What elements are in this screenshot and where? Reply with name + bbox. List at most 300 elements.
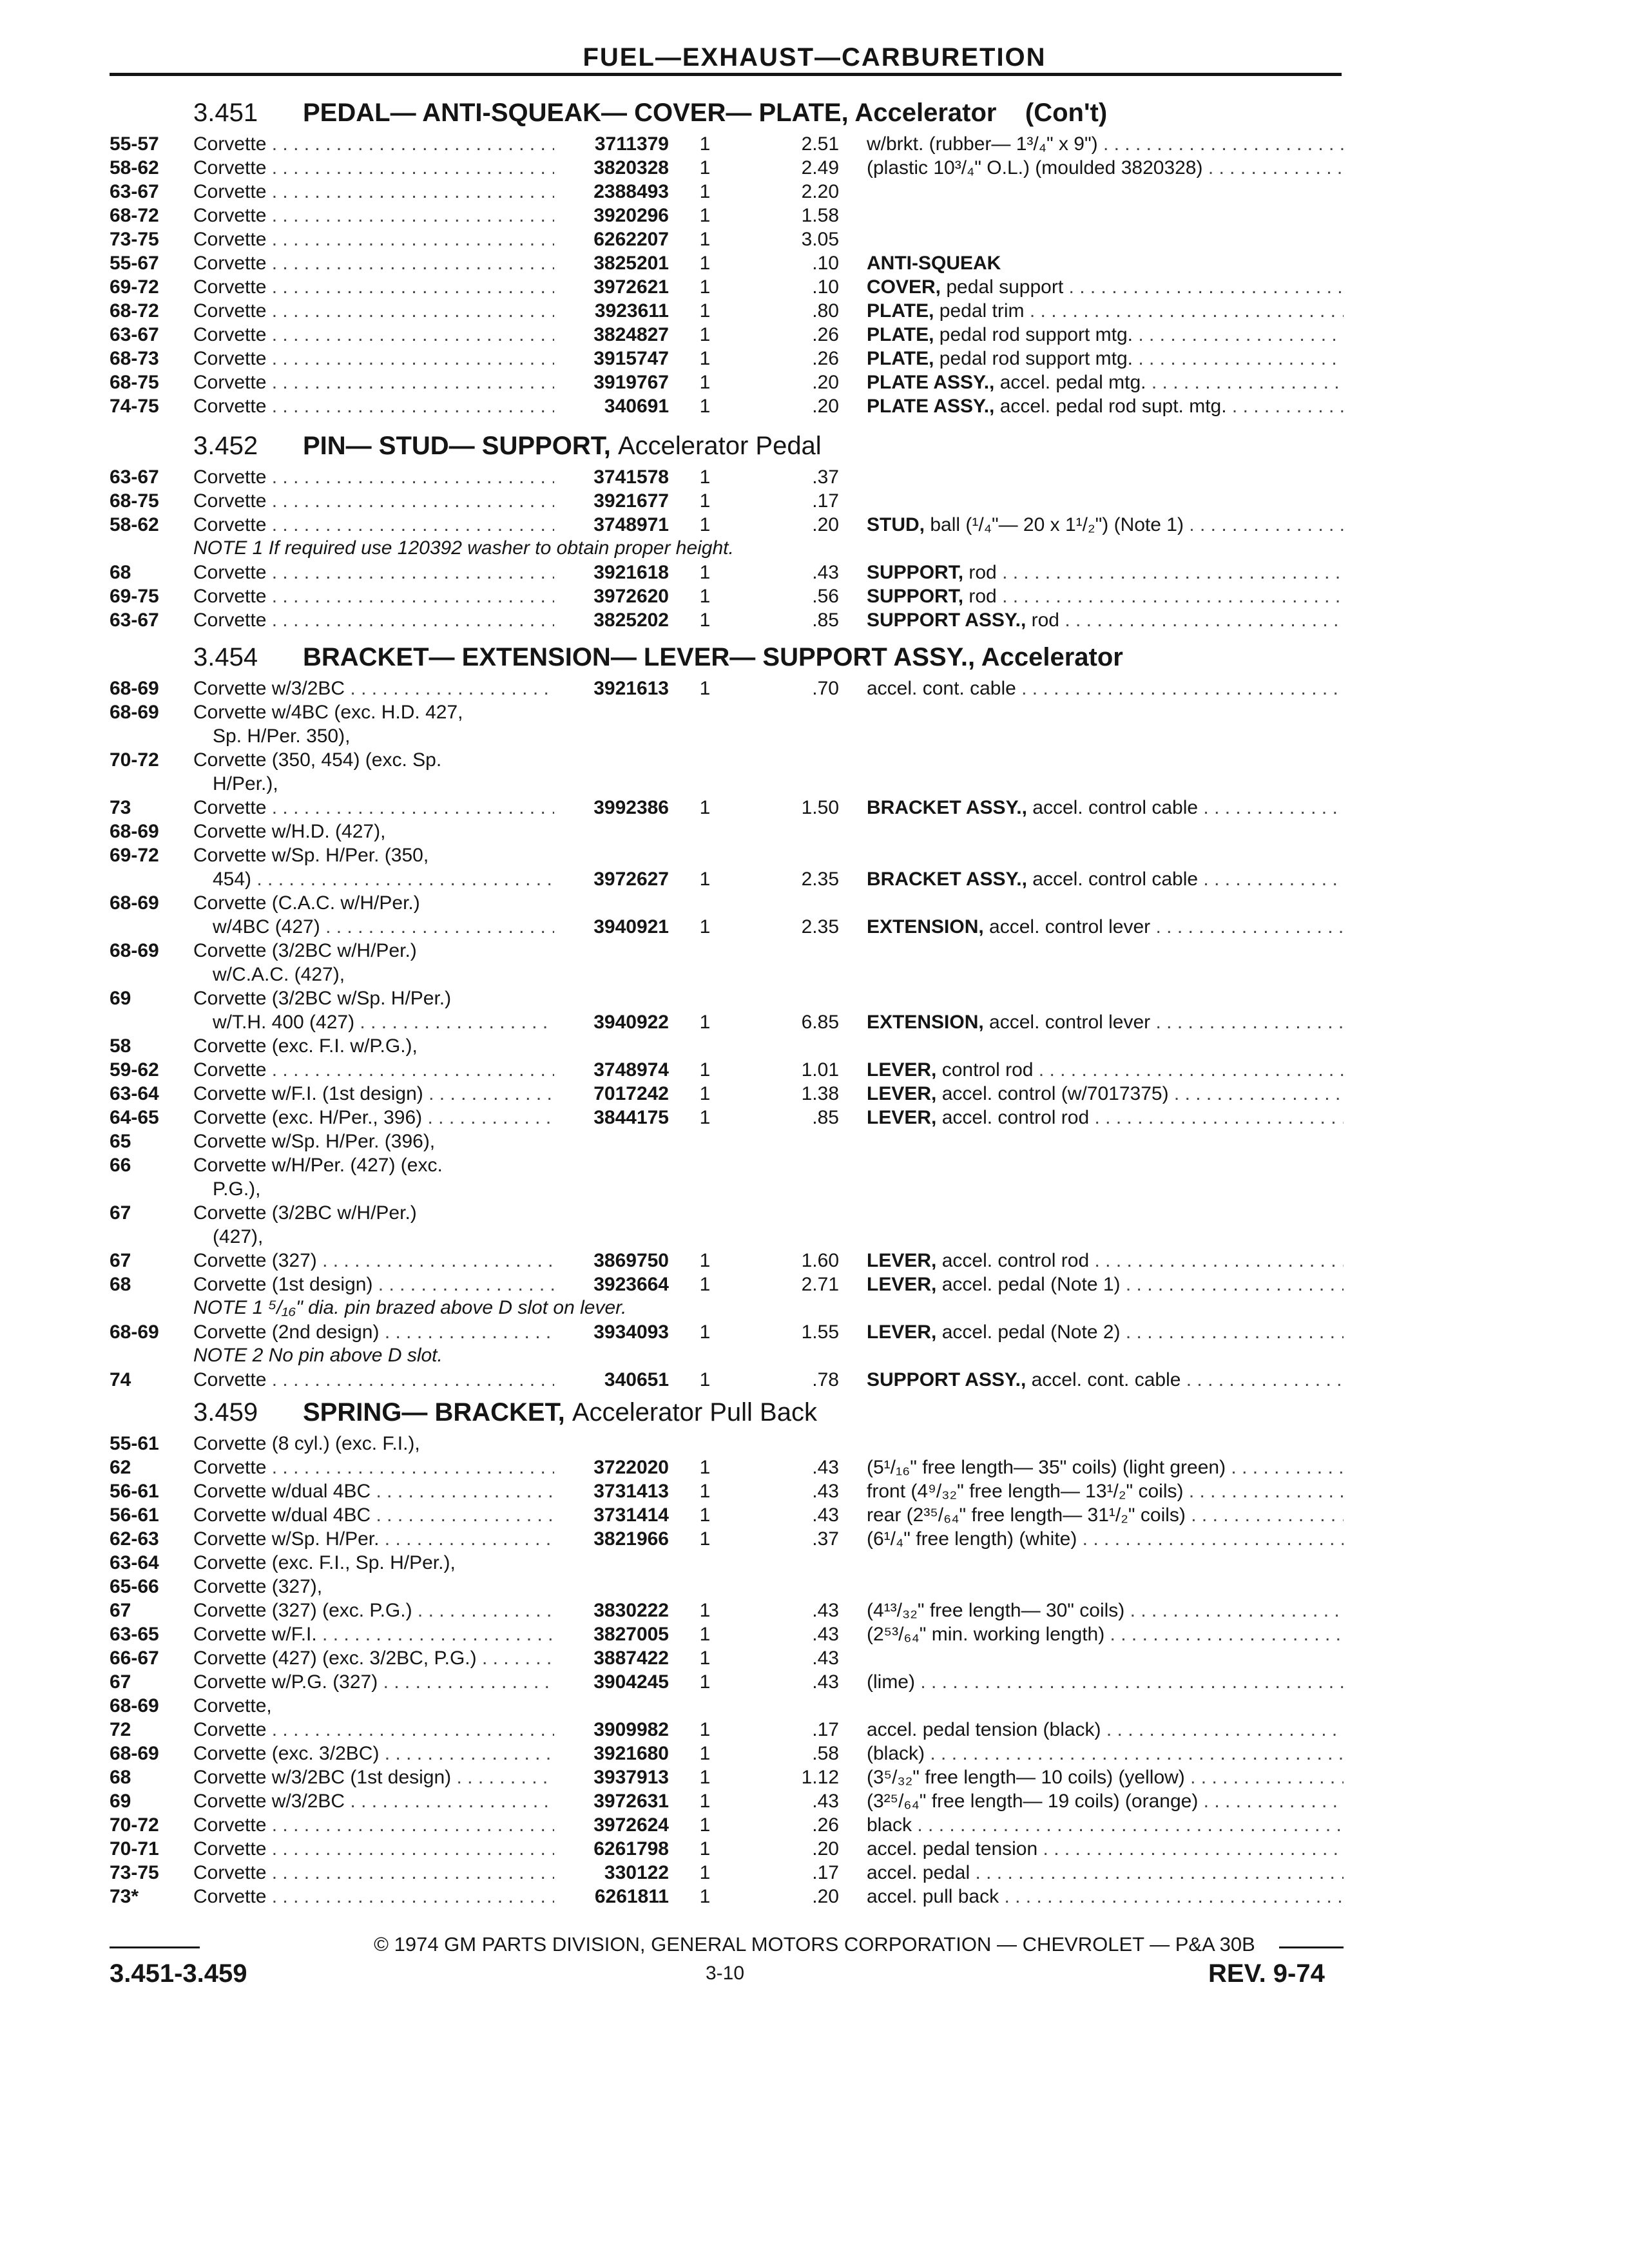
model-years: 67	[110, 1250, 131, 1271]
description-detail: accel. control lever	[989, 916, 1151, 937]
quantity: 1	[699, 396, 711, 417]
quantity: 1	[699, 1083, 711, 1104]
description-name: PLATE,	[867, 300, 934, 322]
description	[867, 347, 1344, 370]
application: Corvette (3/2BC w/H/Per.)	[193, 1202, 417, 1224]
application: Corvette (3/2BC w/Sp. H/Per.)	[193, 988, 452, 1009]
part-row	[0, 1718, 1629, 1742]
price: .56	[812, 586, 839, 607]
description-name: LEVER,	[867, 1059, 937, 1081]
model-years: 73-75	[110, 1862, 159, 1883]
part-row	[0, 1551, 1629, 1575]
description	[867, 677, 1344, 700]
quantity: 1	[699, 276, 711, 298]
model-years: 69-75	[110, 586, 159, 607]
quantity: 1	[699, 1791, 711, 1812]
price: .20	[812, 396, 839, 417]
description-detail: pedal rod support mtg.	[939, 324, 1133, 345]
application: Corvette (327) . . .	[193, 1249, 554, 1273]
part-number: 3940921	[593, 916, 669, 937]
application: Corvette . . .	[193, 370, 554, 394]
quantity: 1	[699, 1600, 711, 1621]
part-row	[0, 204, 1629, 227]
part-number: 3923611	[594, 300, 669, 322]
price: 3.05	[801, 229, 839, 250]
application: Corvette . . .	[193, 1861, 554, 1885]
part-row	[0, 1575, 1629, 1599]
price: .37	[812, 466, 839, 488]
part-row	[0, 1153, 1629, 1177]
model-years: 69	[110, 988, 131, 1009]
description-name: SUPPORT,	[867, 562, 964, 583]
description	[867, 323, 1344, 347]
price: .26	[812, 1814, 839, 1836]
section-title-plain: Accelerator Pedal	[617, 432, 822, 460]
part-row	[0, 1646, 1629, 1670]
application: Corvette w/Sp. H/Per. (350,	[193, 845, 429, 866]
part-row	[0, 867, 1629, 891]
part-number: 3731414	[593, 1504, 669, 1526]
description	[867, 1456, 1344, 1479]
part-number: 3741578	[593, 466, 669, 488]
part-number: 3887422	[593, 1648, 669, 1669]
part-row	[0, 156, 1629, 180]
application: Corvette w/dual 4BC . . .	[193, 1479, 554, 1503]
model-years: 58-62	[110, 157, 159, 178]
price: .43	[812, 562, 839, 583]
part-row	[0, 939, 1629, 963]
model-years: 68	[110, 562, 131, 583]
model-years: 68	[110, 1274, 131, 1295]
note-text: NOTE 1 ⁵/₁₆" dia. pin brazed above D slot on lever.	[193, 1297, 627, 1318]
footer-group-range: 3.451-3.459	[110, 1959, 247, 1988]
part-number: 3920296	[593, 205, 669, 226]
model-years: 58-62	[110, 514, 159, 535]
part-number: 3921613	[593, 678, 669, 699]
quantity: 1	[699, 133, 711, 155]
part-row	[0, 1527, 1629, 1551]
part-number: 3722020	[593, 1457, 669, 1478]
application: Corvette . . .	[193, 204, 554, 227]
model-years: 65-66	[110, 1576, 159, 1597]
description-name: COVER,	[867, 276, 941, 298]
part-row	[0, 1201, 1629, 1225]
price: .43	[812, 1481, 839, 1502]
price: .78	[812, 1369, 839, 1390]
description-detail: control rod	[941, 1059, 1034, 1081]
part-number: 3869750	[593, 1250, 669, 1271]
model-years: 55-67	[110, 253, 159, 274]
part-row	[0, 1082, 1629, 1106]
part-row	[0, 843, 1629, 867]
part-row	[0, 1010, 1629, 1034]
description-name: LEVER,	[867, 1083, 937, 1104]
application: Corvette w/F.I. (1st design) . . .	[193, 1082, 554, 1106]
description-detail: w/brkt. (rubber— 1³/₄" x 9")	[867, 133, 1098, 155]
section-number: 3.452	[193, 432, 258, 460]
model-years: 70-71	[110, 1838, 159, 1860]
model-years: 68-69	[110, 1695, 159, 1716]
part-row	[0, 1320, 1629, 1344]
part-number: 6262207	[593, 229, 669, 250]
description	[867, 1082, 1344, 1106]
part-row	[0, 820, 1629, 843]
application: Corvette w/Sp. H/Per. (396),	[193, 1131, 436, 1152]
model-years: 65	[110, 1131, 131, 1152]
application: Corvette . . .	[193, 561, 554, 584]
section-number: 3.451	[193, 99, 258, 127]
description-name: LEVER,	[867, 1107, 937, 1128]
part-row	[0, 677, 1629, 700]
application: Corvette . . .	[193, 1837, 554, 1861]
part-row	[0, 251, 1629, 275]
application: Corvette . . .	[193, 132, 554, 156]
model-years: 68-69	[110, 1743, 159, 1764]
description-name: STUD,	[867, 514, 925, 535]
part-number: 3972627	[593, 869, 669, 890]
description	[867, 1010, 1344, 1034]
part-row	[0, 1058, 1629, 1082]
part-number: 3824827	[593, 324, 669, 345]
part-number: 3748974	[593, 1059, 669, 1081]
description-name: EXTENSION,	[867, 916, 984, 937]
quantity: 1	[699, 1743, 711, 1764]
description	[867, 1273, 1344, 1296]
application-continued: Sp. H/Per. 350),	[213, 726, 351, 747]
header-rule	[110, 73, 1342, 76]
part-row	[0, 724, 1629, 748]
part-row	[0, 1694, 1629, 1718]
model-years: 68-69	[110, 892, 159, 914]
description-name: SUPPORT ASSY.,	[867, 610, 1027, 631]
part-row	[0, 489, 1629, 513]
part-number: 3921677	[593, 490, 669, 512]
part-row	[0, 561, 1629, 584]
quantity: 1	[699, 1528, 711, 1550]
part-number: 3923664	[593, 1274, 669, 1295]
part-number: 3919767	[593, 372, 669, 393]
application: Corvette w/H/Per. (427) (exc.	[193, 1155, 443, 1176]
quantity: 1	[699, 1671, 711, 1693]
part-row	[0, 963, 1629, 986]
footer-copyright: © 1974 GM PARTS DIVISION, GENERAL MOTORS CORPORATION — CHEVROLET — P&A 30B	[374, 1933, 1255, 1956]
description	[867, 1503, 1344, 1527]
price: .10	[812, 276, 839, 298]
part-number: 3909982	[593, 1719, 669, 1740]
application: Corvette . . .	[193, 1813, 554, 1837]
model-years: 68-72	[110, 205, 159, 226]
description-detail: rod	[1031, 610, 1059, 631]
application: Corvette . . .	[193, 180, 554, 204]
section-header	[193, 1393, 1327, 1432]
quantity: 1	[699, 1862, 711, 1883]
price: 1.38	[801, 1083, 839, 1104]
application: Corvette (350, 454) (exc. Sp.	[193, 749, 442, 771]
price: .37	[812, 1528, 839, 1550]
description	[867, 1789, 1344, 1813]
description-detail: (5¹/₁₆" free length— 35" coils) (light green)	[867, 1457, 1226, 1478]
quantity: 1	[699, 205, 711, 226]
section-title-suffix: (Con't)	[1025, 99, 1108, 127]
description	[867, 1599, 1344, 1622]
part-number: 3830222	[593, 1600, 669, 1621]
price: .43	[812, 1624, 839, 1645]
part-number: 3827005	[593, 1624, 669, 1645]
model-years: 66-67	[110, 1648, 159, 1669]
quantity: 1	[699, 348, 711, 369]
model-years: 68-69	[110, 1321, 159, 1343]
quantity: 1	[699, 514, 711, 535]
section-header	[193, 638, 1327, 677]
description	[867, 132, 1344, 156]
application: Corvette . . .	[193, 465, 554, 489]
description	[867, 1368, 1344, 1392]
quantity: 1	[699, 1648, 711, 1669]
application: Corvette (exc. H/Per., 396) . . .	[193, 1106, 554, 1129]
quantity: 1	[699, 324, 711, 345]
part-row	[0, 796, 1629, 820]
quantity: 1	[699, 253, 711, 274]
model-years: 63-64	[110, 1083, 159, 1104]
description	[867, 1718, 1344, 1742]
description-detail: accel. pedal	[867, 1862, 970, 1883]
model-years: 68-69	[110, 678, 159, 699]
description-detail: pedal trim	[939, 300, 1025, 322]
application: Corvette . . .	[193, 513, 554, 537]
application: Corvette . . .	[193, 584, 554, 608]
section-title-plain: Accelerator Pull Back	[572, 1398, 817, 1427]
price: .43	[812, 1457, 839, 1478]
application: Corvette (2nd design) . . .	[193, 1320, 554, 1344]
part-row	[0, 394, 1629, 418]
price: .43	[812, 1600, 839, 1621]
price: .10	[812, 253, 839, 274]
part-row	[0, 1249, 1629, 1273]
section-title	[303, 432, 822, 460]
application: Corvette . . .	[193, 1368, 554, 1392]
part-row	[0, 1106, 1629, 1129]
application: Corvette (exc. F.I., Sp. H/Per.),	[193, 1552, 456, 1573]
model-years: 69-72	[110, 276, 159, 298]
quantity: 1	[699, 1012, 711, 1033]
description-detail: accel. pedal (Note 2)	[941, 1321, 1121, 1343]
quantity: 1	[699, 1274, 711, 1295]
quantity: 1	[699, 466, 711, 488]
application: Corvette w/3/2BC . . .	[193, 677, 554, 700]
section-header	[193, 427, 1327, 465]
model-years: 68-69	[110, 821, 159, 842]
model-years: 69	[110, 1791, 131, 1812]
description-detail: black	[867, 1814, 912, 1836]
description-detail: (plastic 10³/₄" O.L.) (moulded 3820328)	[867, 157, 1203, 178]
footer-page-number: 3-10	[706, 1963, 745, 1984]
part-row	[0, 1034, 1629, 1058]
quantity: 1	[699, 1369, 711, 1390]
application-continued: (427),	[213, 1226, 264, 1247]
application: Corvette (1st design) . . .	[193, 1273, 554, 1296]
part-row	[0, 465, 1629, 489]
description	[867, 1479, 1344, 1503]
part-number: 3825202	[593, 610, 669, 631]
part-number: 340691	[604, 396, 669, 417]
quantity: 1	[699, 869, 711, 890]
part-row	[0, 772, 1629, 796]
description	[867, 394, 1344, 418]
description	[867, 1106, 1344, 1129]
price: .43	[812, 1671, 839, 1693]
quantity: 1	[699, 586, 711, 607]
part-number: 3992386	[593, 797, 669, 818]
application: Corvette (427) (exc. 3/2BC, P.G.) . . .	[193, 1646, 554, 1670]
quantity: 1	[699, 1719, 711, 1740]
model-years: 72	[110, 1719, 131, 1740]
part-number: 7017242	[593, 1083, 669, 1104]
model-years: 58	[110, 1035, 131, 1057]
model-years: 64-65	[110, 1107, 159, 1128]
application: Corvette w/4BC (exc. H.D. 427,	[193, 702, 463, 723]
application-continued: w/C.A.C. (427),	[213, 964, 345, 985]
note-text: NOTE 1 If required use 120392 washer to obtain proper height.	[193, 537, 734, 559]
description-name: PLATE,	[867, 348, 934, 369]
application: Corvette . . .	[193, 275, 554, 299]
model-years: 62-63	[110, 1528, 159, 1550]
part-number: 3972631	[593, 1791, 669, 1812]
part-row	[0, 1368, 1629, 1392]
application-continued: 454) . . .	[213, 867, 554, 891]
quantity: 1	[699, 372, 711, 393]
part-number: 6261811	[594, 1886, 669, 1907]
model-years: 68-69	[110, 940, 159, 961]
quantity: 1	[699, 1059, 711, 1081]
application: Corvette (C.A.C. w/H/Per.)	[193, 892, 420, 914]
description	[867, 796, 1344, 820]
description-name: BRACKET ASSY.,	[867, 869, 1027, 890]
description-detail: rod	[969, 586, 997, 607]
part-number: 3844175	[593, 1107, 669, 1128]
application: Corvette . . .	[193, 156, 554, 180]
description-detail: accel. pedal tension (black)	[867, 1719, 1101, 1740]
application-continued: H/Per.),	[213, 773, 278, 794]
application: Corvette w/3/2BC . . .	[193, 1789, 554, 1813]
part-row	[0, 608, 1629, 632]
section-title-main: PIN— STUD— SUPPORT,	[303, 432, 611, 460]
description-detail: accel. pedal (Note 1)	[941, 1274, 1121, 1295]
quantity: 1	[699, 1814, 711, 1836]
description-detail: (3⁵/₃₂" free length— 10 coils) (yellow)	[867, 1767, 1185, 1788]
price: .20	[812, 372, 839, 393]
description-name: BRACKET ASSY.,	[867, 797, 1027, 818]
part-row	[0, 748, 1629, 772]
part-row	[0, 1765, 1629, 1789]
part-row	[0, 299, 1629, 323]
quantity: 1	[699, 1504, 711, 1526]
model-years: 56-61	[110, 1481, 159, 1502]
description	[867, 1058, 1344, 1082]
quantity: 1	[699, 1457, 711, 1478]
price: 1.01	[801, 1059, 839, 1081]
part-row	[0, 1129, 1629, 1153]
price: 1.55	[801, 1321, 839, 1343]
description	[867, 1320, 1344, 1344]
part-row	[0, 1456, 1629, 1479]
quantity: 1	[699, 916, 711, 937]
price: .43	[812, 1791, 839, 1812]
quantity: 1	[699, 1321, 711, 1343]
model-years: 70-72	[110, 1814, 159, 1836]
application: Corvette (exc. F.I. w/P.G.),	[193, 1035, 418, 1057]
section-title	[303, 99, 1107, 127]
part-number: 3711379	[594, 133, 669, 155]
application: Corvette (327),	[193, 1576, 323, 1597]
part-row	[0, 1273, 1629, 1296]
description-detail: rod	[969, 562, 997, 583]
footer-revision: REV. 9-74	[1208, 1959, 1325, 1988]
section-number: 3.454	[193, 643, 258, 671]
part-row	[0, 1479, 1629, 1503]
description-detail: accel. pedal rod supt. mtg.	[999, 396, 1227, 417]
application: Corvette w/dual 4BC . . .	[193, 1503, 554, 1527]
quantity: 1	[699, 1481, 711, 1502]
model-years: 74	[110, 1369, 131, 1390]
description-name: LEVER,	[867, 1321, 937, 1343]
note-text: NOTE 2 No pin above D slot.	[193, 1345, 443, 1366]
part-row	[0, 323, 1629, 347]
description	[867, 370, 1344, 394]
description-detail: (lime)	[867, 1671, 915, 1693]
part-number: 340651	[604, 1369, 669, 1390]
quantity: 1	[699, 1624, 711, 1645]
description	[867, 156, 1344, 180]
description-detail: (3²⁵/₆₄" free length— 19 coils) (orange)	[867, 1791, 1199, 1812]
quantity: 1	[699, 1886, 711, 1907]
part-number: 6261798	[593, 1838, 669, 1860]
model-years: 63-67	[110, 181, 159, 202]
part-row	[0, 1177, 1629, 1201]
part-row	[0, 1813, 1629, 1837]
part-number: 2388493	[593, 181, 669, 202]
part-row	[0, 1599, 1629, 1622]
description-detail: front (4⁹/₃₂" free length— 13¹/₂" coils)	[867, 1481, 1184, 1502]
model-years: 63-64	[110, 1552, 159, 1573]
part-row	[0, 513, 1629, 537]
description-detail: (2⁵³/₆₄" min. working length)	[867, 1624, 1105, 1645]
application-continued: w/T.H. 400 (427) . . .	[213, 1010, 554, 1034]
section-title-main: SPRING— BRACKET,	[303, 1398, 565, 1427]
price: 1.50	[801, 797, 839, 818]
application: Corvette . . .	[193, 394, 554, 418]
description-detail: accel. control rod	[941, 1250, 1090, 1271]
part-number: 3972624	[593, 1814, 669, 1836]
part-number: 3820328	[593, 157, 669, 178]
part-number: 3748971	[593, 514, 669, 535]
application: Corvette . . .	[193, 347, 554, 370]
application: Corvette . . .	[193, 1718, 554, 1742]
model-years: 68-75	[110, 490, 159, 512]
part-row	[0, 986, 1629, 1010]
description-detail: accel. control cable	[1032, 797, 1199, 818]
part-number: 3972620	[593, 586, 669, 607]
model-years: 55-61	[110, 1433, 159, 1454]
description	[867, 251, 1344, 275]
price: 1.58	[801, 205, 839, 226]
section-title-main: BRACKET— EXTENSION— LEVER— SUPPORT ASSY., Accelerator	[303, 643, 1123, 671]
model-years: 55-57	[110, 133, 159, 155]
description-name: PLATE,	[867, 324, 934, 345]
description	[867, 1861, 1344, 1885]
description	[867, 1622, 1344, 1646]
application: Corvette . . .	[193, 323, 554, 347]
model-years: 73	[110, 797, 131, 818]
